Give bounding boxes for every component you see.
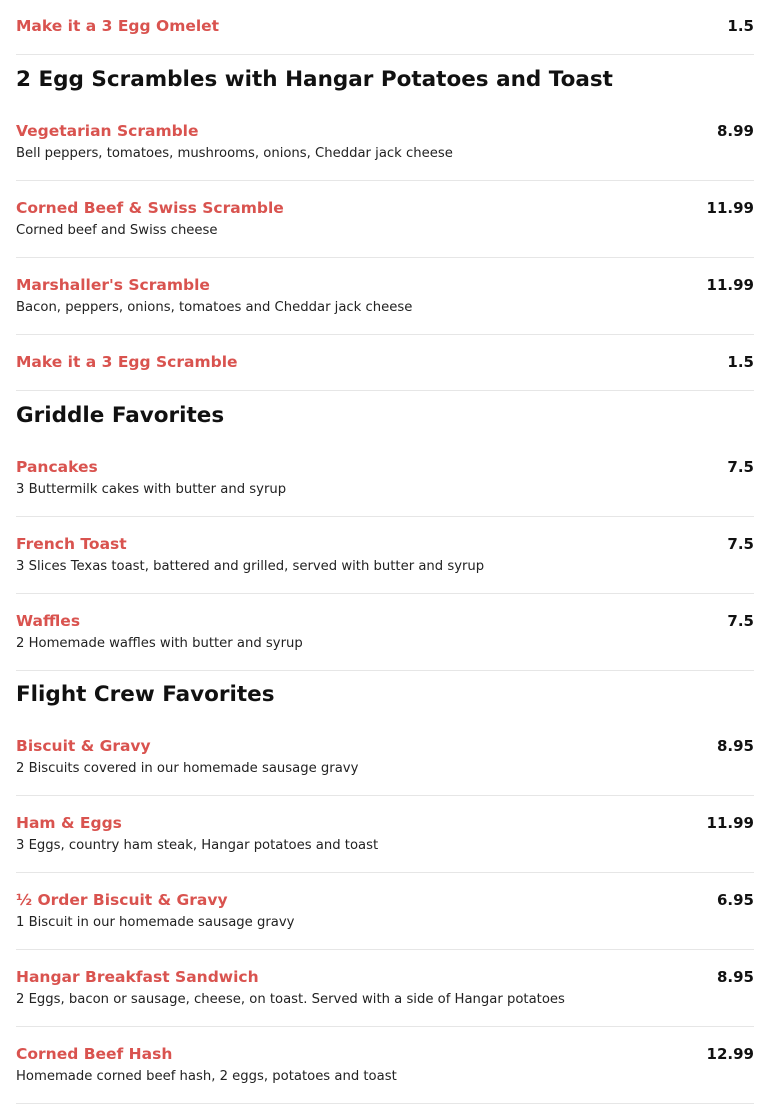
menu-item[interactable] <box>16 199 754 258</box>
menu-item[interactable] <box>16 458 754 517</box>
item-price: 7.5 <box>727 458 754 476</box>
item-name[interactable]: Corned Beef Hash <box>16 1045 173 1063</box>
item-price: 11.99 <box>706 199 754 217</box>
item-description: 3 Buttermilk cakes with butter and syrup <box>16 482 287 497</box>
item-name[interactable]: Biscuit & Gravy <box>16 737 151 755</box>
item-name[interactable]: Make it a 3 Egg Scramble <box>16 353 238 371</box>
item-description: 2 Eggs, bacon or sausage, cheese, on toast. Served with a side of Hangar potatoes <box>16 992 565 1007</box>
item-name[interactable]: Marshaller's Scramble <box>16 276 210 294</box>
menu-item[interactable] <box>16 353 754 391</box>
item-price: 8.95 <box>716 968 754 986</box>
item-price: 11.99 <box>706 814 754 832</box>
item-description: Bell peppers, tomatoes, mushrooms, onions, Cheddar jack cheese <box>16 146 453 161</box>
section-title-griddle: Griddle Favorites <box>16 403 225 428</box>
item-price: 1.5 <box>727 353 754 371</box>
item-price: 8.99 <box>716 122 754 140</box>
item-price: 11.99 <box>706 276 754 294</box>
menu-item[interactable] <box>16 535 754 594</box>
menu-item[interactable] <box>16 17 754 55</box>
item-name[interactable]: ½ Order Biscuit & Gravy <box>16 891 228 909</box>
menu-item[interactable] <box>16 276 754 335</box>
item-description: 2 Biscuits covered in our homemade sausage gravy <box>16 761 359 776</box>
item-description: 3 Eggs, country ham steak, Hangar potatoes and toast <box>16 838 379 853</box>
menu-item[interactable] <box>16 814 754 873</box>
item-name[interactable]: Make it a 3 Egg Omelet <box>16 17 220 35</box>
item-description: Homemade corned beef hash, 2 eggs, potatoes and toast <box>16 1069 397 1084</box>
item-description: 1 Biscuit in our homemade sausage gravy <box>16 915 295 930</box>
item-name[interactable]: Ham & Eggs <box>16 814 122 832</box>
item-name[interactable]: Pancakes <box>16 458 98 476</box>
item-name[interactable]: Corned Beef & Swiss Scramble <box>16 199 284 217</box>
item-name[interactable]: Waffles <box>16 612 81 630</box>
menu-item[interactable] <box>16 122 754 181</box>
menu-item[interactable] <box>16 891 754 950</box>
item-description: 2 Homemade waffles with butter and syrup <box>16 636 303 651</box>
menu-item[interactable] <box>16 968 754 1027</box>
item-price: 6.95 <box>716 891 754 909</box>
item-description: Bacon, peppers, onions, tomatoes and Cheddar jack cheese <box>16 300 413 315</box>
item-price: 7.5 <box>727 535 754 553</box>
item-price: 12.99 <box>706 1045 754 1063</box>
item-price: 7.5 <box>727 612 754 630</box>
menu-item[interactable] <box>16 612 754 671</box>
item-description: 3 Slices Texas toast, battered and grilled, served with butter and syrup <box>16 559 485 574</box>
item-price: 8.95 <box>716 737 754 755</box>
item-description: Corned beef and Swiss cheese <box>16 223 218 238</box>
item-name[interactable]: French Toast <box>16 535 127 553</box>
menu-item[interactable] <box>16 737 754 796</box>
item-name[interactable]: Vegetarian Scramble <box>16 122 199 140</box>
item-price: 1.5 <box>727 17 754 35</box>
section-title-scrambles: 2 Egg Scrambles with Hangar Potatoes and Toast <box>16 67 613 92</box>
item-name[interactable]: Hangar Breakfast Sandwich <box>16 968 259 986</box>
menu-item[interactable] <box>16 1045 754 1104</box>
section-title-flight-crew: Flight Crew Favorites <box>16 682 275 707</box>
